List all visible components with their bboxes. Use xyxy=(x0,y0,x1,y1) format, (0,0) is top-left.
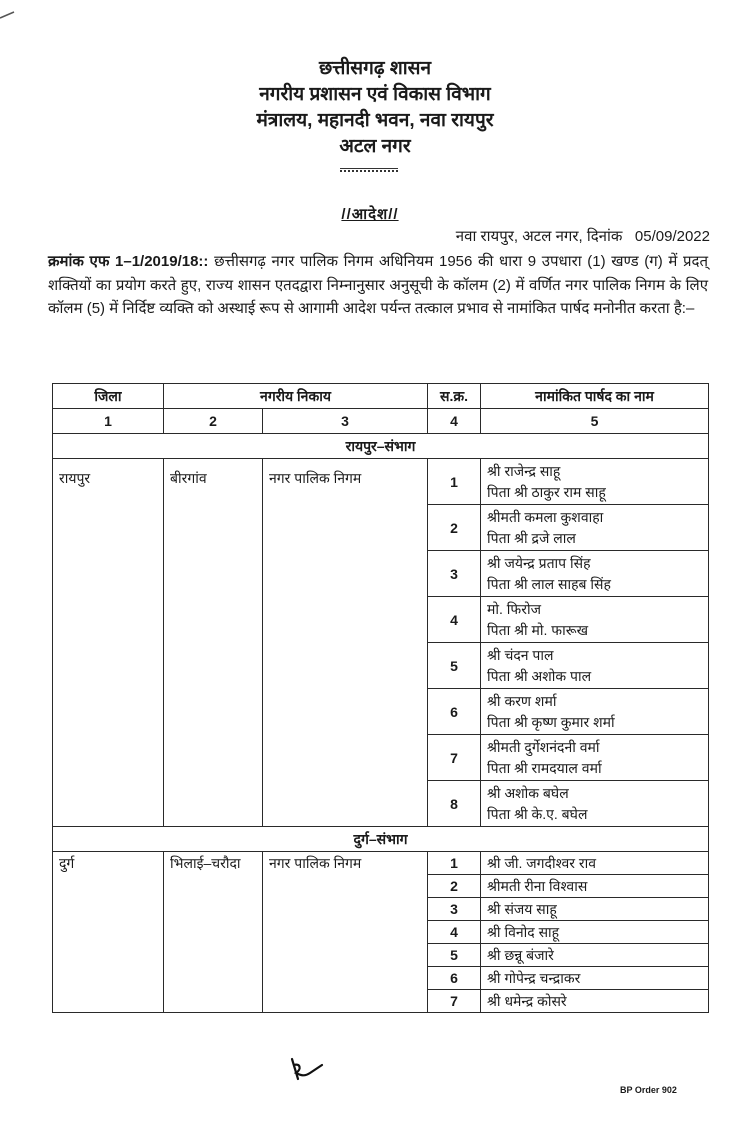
member-name: श्री करण शर्मा xyxy=(487,692,557,709)
body-type-cell: नगर पालिक निगम xyxy=(263,459,428,827)
header-divider xyxy=(340,168,398,172)
corner-mark xyxy=(0,8,18,20)
member-name: श्रीमती दुर्गेशनंदनी वर्मा xyxy=(487,738,600,755)
member-father: पिता श्री कृष्ण कुमार शर्मा xyxy=(487,713,615,730)
member-name: श्री जी. जगदीश्वर राव xyxy=(481,852,709,875)
urban-body-cell: भिलाई–चरौदा xyxy=(164,852,263,1013)
member-father: पिता श्री द्रजे लाल xyxy=(487,529,576,546)
division-title: दुर्ग–संभाग xyxy=(53,827,709,852)
serial-cell: 2 xyxy=(428,505,481,551)
serial-cell: 5 xyxy=(428,643,481,689)
header-district: जिला xyxy=(53,384,164,409)
member-name: श्री धमेन्द्र कोसरे xyxy=(481,990,709,1013)
column-number: 4 xyxy=(428,409,481,434)
order-text: छत्तीसगढ़ नगर पालिक निगम अधिनियम 1956 की धारा 9 उपधारा (1) खण्ड (ग) में प्रदत् शक्तियों का प्रयोग करते हुए, राज्य शासन एतदद्वारा निम्नानुसार अनुसूची के कॉलम (2) में वर्णित नगर पालिक निगम के लिए कॉलम (5) में निर्दिष्ट व्यक्ति को अस्थाई रूप से आगामी आदेश पर्यन्त तत्काल प्रभाव से नामांकित पार्षद मनोनीत करता है:– xyxy=(48,253,709,317)
serial-cell: 7 xyxy=(428,735,481,781)
order-body xyxy=(48,250,708,321)
district-cell: दुर्ग xyxy=(53,852,164,1013)
member-name: श्री गोपेन्द्र चन्द्राकर xyxy=(481,967,709,990)
serial-cell: 4 xyxy=(428,597,481,643)
member-name: श्री अशोक बघेल xyxy=(487,784,569,801)
member-name: श्री जयेन्द्र प्रताप सिंह xyxy=(487,554,591,571)
column-number: 2 xyxy=(164,409,263,434)
member-cell xyxy=(481,643,709,689)
body-type-cell: नगर पालिक निगम xyxy=(263,852,428,1013)
header-address: मंत्रालय, महानदी भवन, नवा रायपुर xyxy=(256,110,494,131)
member-cell xyxy=(481,505,709,551)
member-name: श्रीमती रीना विश्वास xyxy=(481,875,709,898)
district-cell: रायपुर xyxy=(53,459,164,827)
division-title: रायपुर–संभाग xyxy=(53,434,709,459)
member-father: पिता श्री ठाकुर राम साहू xyxy=(487,483,606,500)
signature-mark xyxy=(286,1055,326,1085)
division-row xyxy=(53,434,709,459)
member-name: श्री चंदन पाल xyxy=(487,646,554,663)
header-urban-body: नगरीय निकाय xyxy=(164,384,428,409)
footer-reference: BP Order 902 xyxy=(620,1085,677,1095)
order-number: क्रमांक एफ 1–1/2019/18:: xyxy=(48,253,209,270)
member-cell xyxy=(481,689,709,735)
place-date-label: नवा रायपुर, अटल नगर, दिनांक xyxy=(455,228,623,245)
division-row xyxy=(53,827,709,852)
schedule-table xyxy=(52,383,709,1013)
serial-cell: 5 xyxy=(428,944,481,967)
urban-body-cell: बीरगांव xyxy=(164,459,263,827)
header-department: नगरीय प्रशासन एवं विकास विभाग xyxy=(259,84,491,105)
serial-cell: 8 xyxy=(428,781,481,827)
member-father: पिता श्री रामदयाल वर्मा xyxy=(487,759,602,776)
member-cell xyxy=(481,597,709,643)
header-serial: स.क्र. xyxy=(428,384,481,409)
column-number-row xyxy=(53,409,709,434)
serial-cell: 6 xyxy=(428,689,481,735)
order-title: //आदेश// xyxy=(341,206,399,223)
member-name: श्री राजेन्द्र साहू xyxy=(487,462,561,479)
member-father: पिता श्री के.ए. बघेल xyxy=(487,805,588,822)
member-father: पिता श्री लाल साहब सिंह xyxy=(487,575,611,592)
member-name: मो. फिरोज xyxy=(487,600,541,617)
column-number: 1 xyxy=(53,409,164,434)
column-number: 3 xyxy=(263,409,428,434)
member-name: श्री विनोद साहू xyxy=(481,921,709,944)
member-father: पिता श्री अशोक पाल xyxy=(487,667,592,684)
table-row xyxy=(53,852,709,875)
member-cell xyxy=(481,459,709,505)
serial-cell: 1 xyxy=(428,852,481,875)
serial-cell: 4 xyxy=(428,921,481,944)
column-number: 5 xyxy=(481,409,709,434)
member-cell xyxy=(481,735,709,781)
place-date-line xyxy=(340,226,710,246)
serial-cell: 3 xyxy=(428,551,481,597)
table-header-row xyxy=(53,384,709,409)
header-city: अटल नगर xyxy=(339,136,411,157)
member-father: पिता श्री मो. फारूख xyxy=(487,621,589,638)
serial-cell: 1 xyxy=(428,459,481,505)
serial-cell: 7 xyxy=(428,990,481,1013)
header-government: छत्तीसगढ़ शासन xyxy=(318,58,432,79)
member-name: श्री संजय साहू xyxy=(481,898,709,921)
member-name: श्रीमती कमला कुशवाहा xyxy=(487,508,604,525)
serial-cell: 6 xyxy=(428,967,481,990)
member-name: श्री छन्नू बंजारे xyxy=(481,944,709,967)
member-cell xyxy=(481,551,709,597)
member-cell xyxy=(481,781,709,827)
serial-cell: 2 xyxy=(428,875,481,898)
serial-cell: 3 xyxy=(428,898,481,921)
order-date: 05/09/2022 xyxy=(634,228,710,245)
header-name: नामांकित पार्षद का नाम xyxy=(481,384,709,409)
table-row xyxy=(53,459,709,505)
